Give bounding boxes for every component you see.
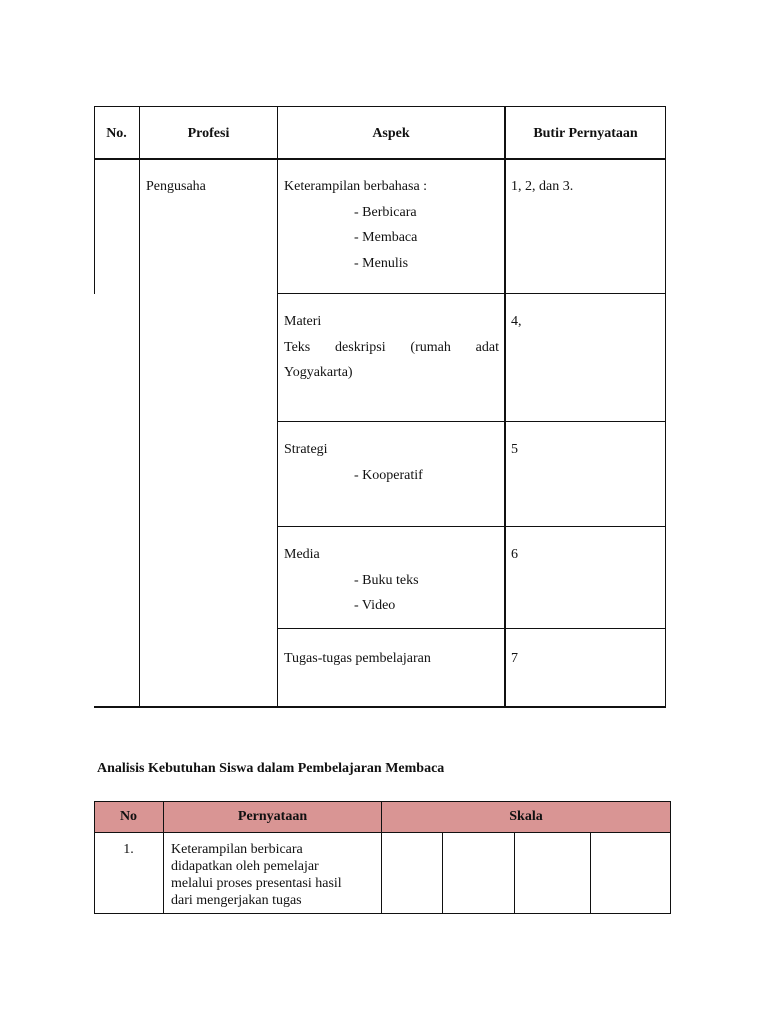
table-border-top	[94, 801, 671, 802]
column-divider	[139, 106, 140, 708]
scale-column-divider	[590, 832, 591, 914]
bullet-item: - Video	[354, 598, 396, 613]
row-divider	[277, 293, 666, 294]
aspek-cell	[284, 542, 499, 619]
pernyataan-line: Keterampilan berbicara	[171, 842, 303, 857]
column-divider	[277, 106, 278, 708]
aspek-line: Yogyakarta)	[284, 365, 353, 380]
table-border-bottom	[94, 706, 666, 708]
aspek-line: Teks deskripsi (rumah adat	[284, 339, 499, 355]
bullet-item: - Buku teks	[354, 572, 419, 588]
bullet-item: - Kooperatif	[354, 467, 423, 483]
bullet-item: - Berbicara	[354, 204, 417, 220]
aspek-title: Keterampilan berbahasa :	[284, 179, 428, 194]
header-no: No.	[106, 126, 127, 141]
row-number: 1.	[123, 842, 134, 857]
section-heading: Analisis Kebutuhan Siswa dalam Pembelajaran Membaca	[97, 761, 445, 776]
bullet-item: - Menulis	[354, 255, 409, 271]
header-skala: Skala	[509, 809, 543, 824]
aspect-table	[94, 106, 666, 708]
header-aspek: Aspek	[372, 126, 410, 141]
pernyataan-line: didapatkan oleh pemelajar	[171, 859, 319, 874]
aspek-title: Tugas-tugas pembelajaran	[284, 651, 431, 666]
table-header-divider	[94, 158, 666, 160]
header-butir-pernyataan: Butir Pernyataan	[533, 126, 638, 141]
header-profesi: Profesi	[187, 126, 230, 141]
butir-cell: 1, 2, dan 3.	[511, 179, 574, 194]
aspek-title: Strategi	[284, 442, 328, 457]
row-divider	[277, 526, 666, 527]
butir-cell: 7	[511, 651, 518, 666]
table-border-right	[670, 801, 671, 914]
needs-analysis-table	[94, 801, 671, 914]
aspek-title: Materi	[284, 314, 322, 329]
scale-column-divider	[442, 832, 443, 914]
table-border-right	[665, 106, 666, 708]
aspek-cell	[284, 646, 499, 672]
pernyataan-line: dari mengerjakan tugas	[171, 893, 302, 908]
table-border-top	[94, 106, 666, 107]
header-pernyataan: Pernyataan	[237, 809, 308, 824]
butir-cell: 4,	[511, 314, 522, 329]
pernyataan-cell	[171, 841, 376, 909]
scale-column-divider	[514, 832, 515, 914]
column-divider	[504, 106, 506, 708]
aspek-cell	[284, 437, 499, 488]
bullet-item: - Membaca	[354, 230, 418, 245]
aspek-cell	[284, 174, 499, 276]
table-header-divider	[94, 832, 671, 833]
row-divider	[277, 421, 666, 422]
butir-cell: 5	[511, 442, 518, 457]
pernyataan-line: melalui proses presentasi hasil	[171, 876, 342, 891]
profesi-value: Pengusaha	[146, 179, 206, 194]
aspek-title: Media	[284, 547, 320, 562]
header-no: No	[119, 809, 138, 824]
row-divider	[277, 628, 666, 629]
butir-cell: 6	[511, 547, 518, 562]
table-border-bottom	[94, 913, 671, 914]
aspek-cell	[284, 309, 499, 386]
